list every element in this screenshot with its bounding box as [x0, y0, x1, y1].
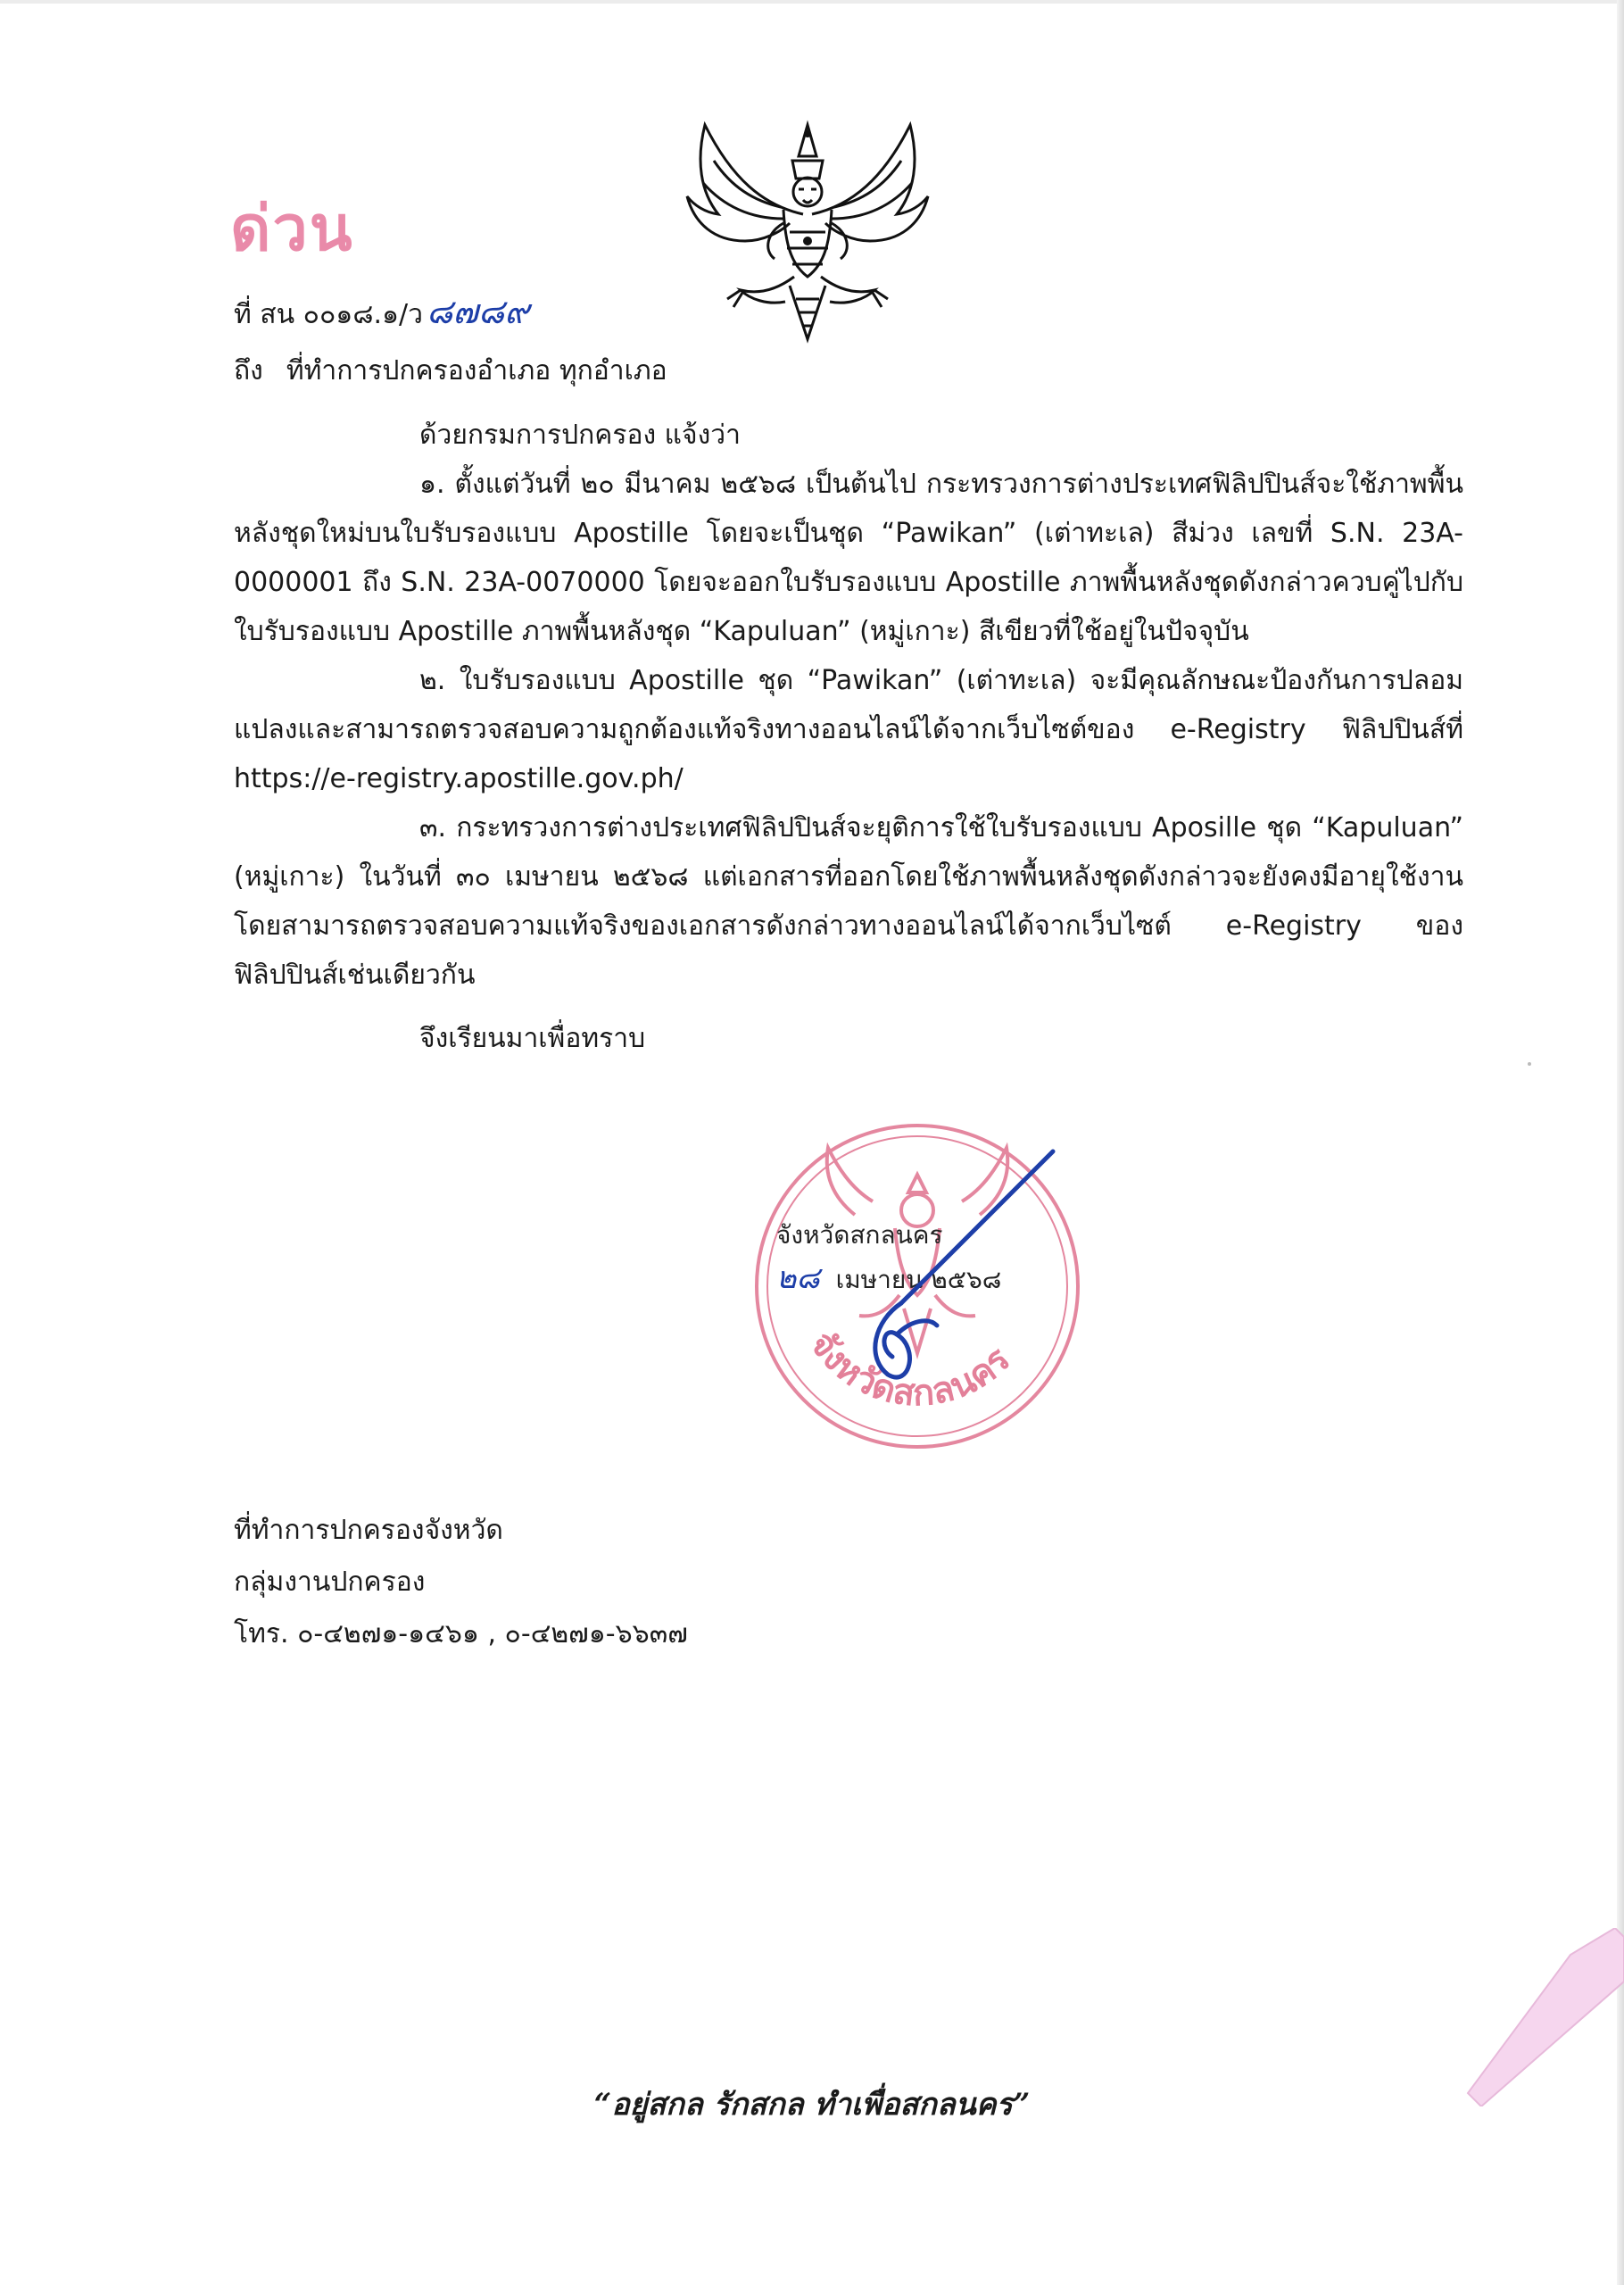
- office-name: ที่ทำการปกครองจังหวัด: [234, 1515, 503, 1546]
- sticky-note-tab: [1463, 1928, 1624, 2106]
- stamp-day-handwritten: ๒๘: [776, 1260, 820, 1296]
- office-division: กลุ่มงานปกครอง: [234, 1566, 426, 1598]
- reference-number: [234, 284, 529, 338]
- office-phone: โทร. ๐-๔๒๗๑-๑๔๖๑ , ๐-๔๒๗๑-๖๖๓๗: [234, 1618, 688, 1649]
- footer-motto: “อยู่สกล รักสกล ทำเพื่อสกลนคร”: [593, 2087, 1031, 2123]
- scan-edge-top: [0, 0, 1624, 4]
- letter-body: [234, 411, 1463, 1000]
- office-contact: [234, 1505, 688, 1660]
- scan-speck: [1528, 1062, 1531, 1066]
- paragraph-1: ๑. ตั้งแต่วันที่ ๒๐ มีนาคม ๒๕๖๘ เป็นต้นไป กระทรวงการต่างประเทศฟิลิปปินส์จะใช้ภาพพื้นหลังชุดใหม่บนใบรับรองแบบ Apostille โดยจะเป็นชุด “Pawikan” (เต่าทะเล) สีม่วง เลขที่ S.N. 23A-0000001 ถึง S.N. 23A-0070000 โดยจะออกใบรับรองแบบ Apostille ภาพพื้นหลังชุดดังกล่าวควบคู่ไปกับใบรับรองแบบ Apostille ภาพพื้นหลังชุด “Kapuluan” (หมู่เกาะ) สีเขียวที่ใช้อยู่ในปัจจุบัน: [234, 469, 1463, 647]
- paragraph-2: ๒. ใบรับรองแบบ Apostille ชุด “Pawikan” (เต่าทะเล) จะมีคุณลักษณะป้องกันการปลอมแปลงและสามารถตรวจสอบความถูกต้องแท้จริงทางออนไลน์ได้จากเว็บไซต์ของ e-Registry ฟิลิปปินส์ที่ https://e-registry.apostille.gov.ph/: [234, 665, 1463, 794]
- seal-ring-text: จังหวัดสกลนคร: [801, 1324, 1019, 1415]
- closing-line: จึงเรียนมาเพื่อทราบ: [419, 1023, 646, 1054]
- paragraph-3: ๓. กระทรวงการต่างประเทศฟิลิปปินส์จะยุติการใช้ใบรับรองแบบ Aposille ชุด “Kapuluan” (หมู่เกาะ) ในวันที่ ๓๐ เมษายน ๒๕๖๘ แต่เอกสารที่ออกโดยใช้ภาพพื้นหลังชุดดังกล่าวจะยังคงมีอายุใช้งานโดยสามารถตรวจสอบความแท้จริงของเอกสารดังกล่าวทางออนไลน์ได้จากเว็บไซต์ e-Registry ของฟิลิปปินส์เช่นเดียวกัน: [234, 812, 1463, 991]
- recipient-line: [234, 350, 667, 392]
- reference-prefix: ที่ สน ๐๐๑๘.๑/ว: [234, 299, 424, 330]
- signature-icon: [803, 1134, 1089, 1401]
- to-label: ถึง: [234, 355, 263, 386]
- recipient: ที่ทำการปกครองอำเภอ ทุกอำเภอ: [286, 355, 667, 386]
- garuda-emblem-icon: [678, 107, 937, 348]
- urgent-stamp: ด่วน: [230, 192, 354, 265]
- handwritten-number: ๘๗๘๙: [427, 292, 530, 331]
- stamp-month-year: เมษายน ๒๕๖๘: [835, 1265, 1002, 1294]
- stamp-province: จังหวัดสกลนคร: [776, 1220, 943, 1250]
- salutation: ด้วยกรมการปกครอง แจ้งว่า: [419, 420, 741, 451]
